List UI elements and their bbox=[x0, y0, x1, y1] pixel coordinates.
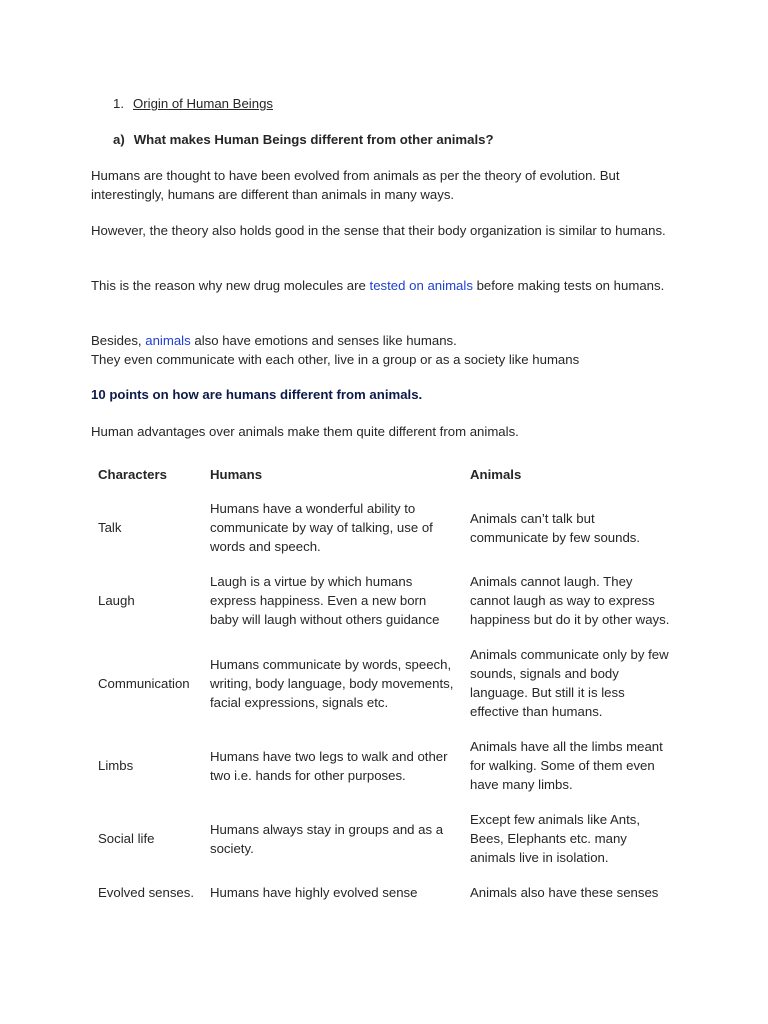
animals-link[interactable]: animals bbox=[145, 333, 191, 348]
cell-character: Evolved senses. bbox=[98, 885, 195, 900]
cell-humans: Humans communicate by words, speech, writing, body language, body movements, facial expressions, signals etc. bbox=[210, 656, 454, 710]
table-row bbox=[91, 564, 681, 637]
header-humans: Humans bbox=[210, 466, 263, 482]
table-row bbox=[91, 491, 681, 564]
table-row bbox=[91, 802, 681, 875]
tested-on-animals-link[interactable]: tested on animals bbox=[369, 278, 473, 293]
cell-character: Communication bbox=[98, 675, 190, 691]
paragraph-communicate: They even communicate with each other, live in a group or as a society like humans bbox=[91, 352, 580, 367]
cell-humans: Humans have highly evolved sense bbox=[210, 885, 418, 900]
paragraph-text: Besides, bbox=[91, 333, 146, 348]
table-row bbox=[91, 875, 681, 910]
cell-animals: Animals can’t talk but communicate by few sounds. bbox=[470, 510, 641, 545]
cell-humans: Laugh is a virtue by which humans express happiness. Even a new born baby will laugh without others guidance bbox=[210, 574, 440, 627]
cell-animals: Animals also have these senses bbox=[470, 885, 659, 900]
cell-character: Talk bbox=[98, 520, 122, 535]
paragraph-drug-testing bbox=[91, 276, 671, 295]
paragraph-theory: However, the theory also holds good in the sense that their body organization is similar to humans. bbox=[91, 223, 666, 238]
heading-number: 1. bbox=[113, 96, 124, 111]
cell-animals: Except few animals like Ants, Bees, Elephants etc. many animals live in isolation. bbox=[470, 812, 641, 865]
comparison-table bbox=[91, 457, 681, 910]
cell-humans: Humans have two legs to walk and other two i.e. hands for other purposes. bbox=[210, 748, 448, 783]
subheading-text: What makes Human Beings different from other animals? bbox=[133, 132, 494, 147]
paragraph-text: before making tests on humans. bbox=[472, 278, 665, 293]
subheading-number: a) bbox=[113, 132, 125, 147]
section-title: 10 points on how are humans different from animals. bbox=[91, 387, 423, 402]
table-header-row bbox=[91, 457, 681, 491]
cell-animals: Animals have all the limbs meant for walking. Some of them even have many limbs. bbox=[470, 739, 663, 792]
cell-character: Social life bbox=[98, 831, 155, 846]
cell-character: Limbs bbox=[98, 758, 134, 773]
table-row bbox=[91, 637, 681, 729]
cell-character: Laugh bbox=[98, 593, 135, 608]
table-row bbox=[91, 729, 681, 802]
intro-text: Human advantages over animals make them quite different from animals. bbox=[91, 424, 519, 439]
cell-humans: Humans have a wonderful ability to communicate by way of talking, use of words and speech. bbox=[210, 501, 433, 554]
paragraph-text: also have emotions and senses like humans. bbox=[190, 333, 457, 348]
paragraph-emotions bbox=[91, 331, 671, 350]
paragraph-evolution: Humans are thought to have been evolved from animals as per the theory of evolution. But interestingly, humans are different than animals in many ways. bbox=[91, 168, 620, 202]
paragraph-text: This is the reason why new drug molecules are bbox=[91, 278, 370, 293]
cell-humans: Humans always stay in groups and as a society. bbox=[210, 821, 444, 856]
cell-animals: Animals communicate only by few sounds, signals and body language. But still it is less effective than humans. bbox=[470, 647, 669, 719]
cell-animals: Animals cannot laugh. They cannot laugh as way to express happiness but do it by other ways. bbox=[470, 574, 670, 627]
header-animals: Animals bbox=[470, 466, 522, 482]
heading-origin bbox=[113, 94, 273, 113]
header-characters: Characters bbox=[98, 466, 167, 482]
heading-text: Origin of Human Beings bbox=[133, 96, 274, 111]
subheading-differences bbox=[113, 130, 494, 149]
